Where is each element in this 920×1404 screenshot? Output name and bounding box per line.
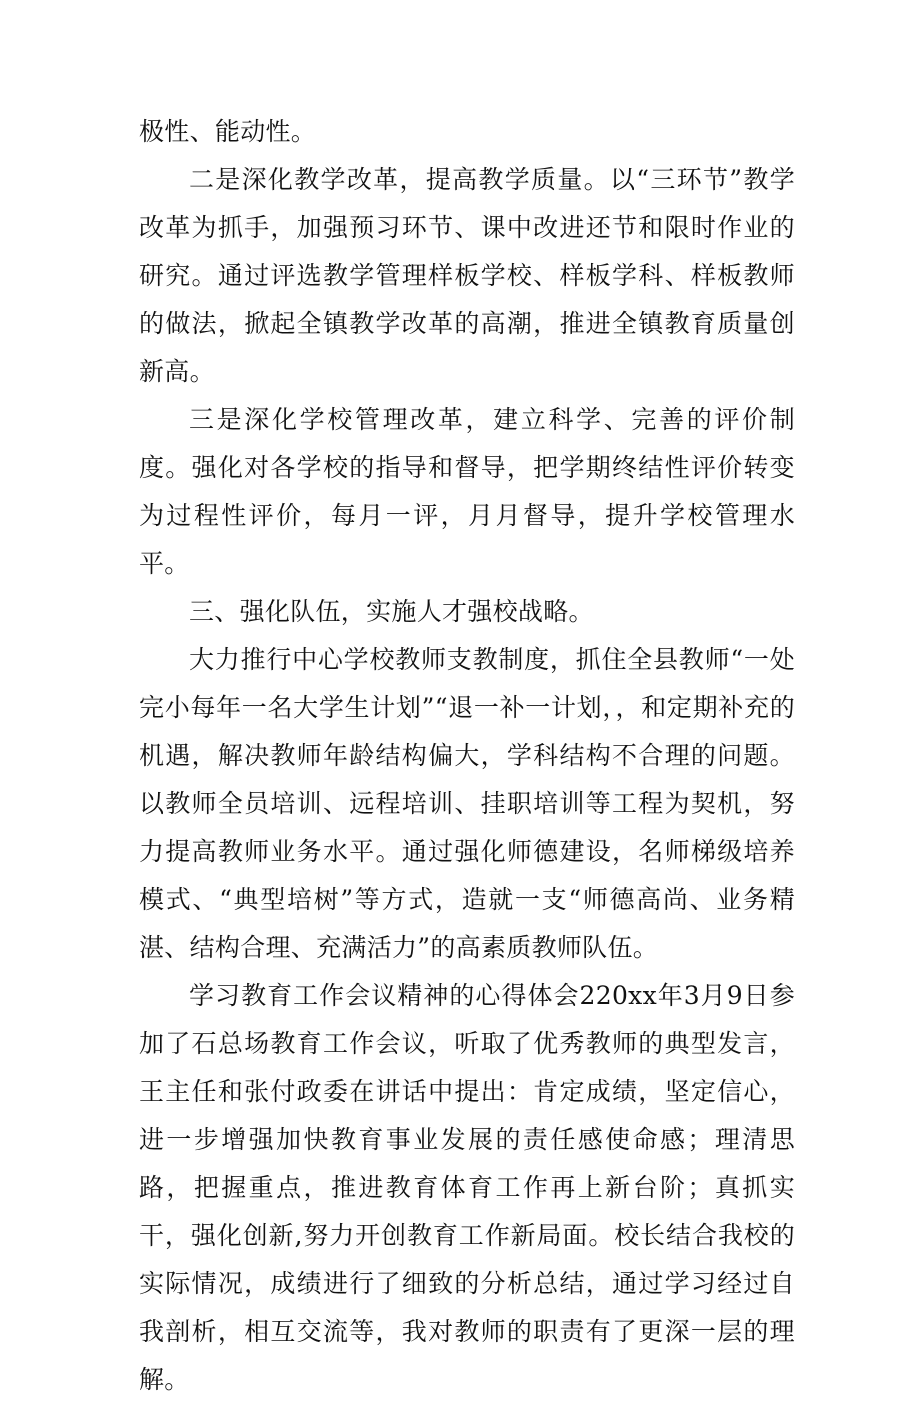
document-body bbox=[139, 108, 795, 1404]
paragraph-3: 三是深化学校管理改革，建立科学、完善的评价制度。强化对各学校的指导和督导，把学期终结性评价转变为过程性评价，每月一评，月月督导，提升学校管理水平。 bbox=[139, 405, 795, 578]
paragraph-5: 大力推行中心学校教师支教制度，抓住全县教师“一处完小每年一名大学生计划”“退一补一计划，，和定期补充的机遇，解决教师年龄结构偏大，学科结构不合理的问题。以教师全员培训、远程培训、挂职培训等工程为契机，努力提高教师业务水平。通过强化师德建设，名师梯级培养模式、“典型培树”等方式，造就一支“师德高尚、业务精湛、结构合理、充满活力”的高素质教师队伍。 bbox=[139, 645, 795, 962]
paragraph-4: 三、强化队伍，实施人才强校战略。 bbox=[189, 597, 594, 626]
paragraph-1: 极性、能动性。 bbox=[139, 117, 317, 146]
paragraph-2: 二是深化教学改革，提高教学质量。以“三环节”教学改革为抓手，加强预习环节、课中改进还节和限时作业的研究。通过评选教学管理样板学校、样板学科、样板教师的做法，掀起全镇教学改革的高潮，推进全镇教育质量创新高。 bbox=[139, 165, 795, 386]
paragraph-6: 学习教育工作会议精神的心得体会220xx年3月9日参加了石总场教育工作会议，听取了优秀教师的典型发言，王主任和张付政委在讲话中提出：肯定成绩，坚定信心，进一步增强加快教育事业发展的责任感使命感；理清思路，把握重点，推进教育体育工作再上新台阶；真抓实干，强化创新,努力开创教育工作新局面。校长结合我校的实际情况，成绩进行了细致的分析总结，通过学习经过自我剖析，相互交流等，我对教师的职责有了更深一层的理解。 bbox=[139, 981, 795, 1394]
